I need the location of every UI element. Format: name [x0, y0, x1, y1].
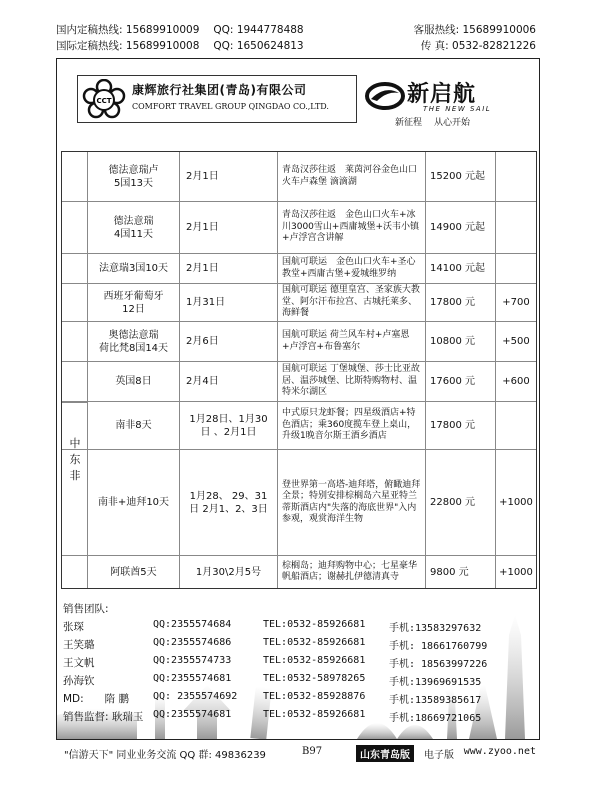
tour-price: 22800 元 — [426, 450, 496, 555]
tour-name: 法意瑞3国10天 — [88, 254, 180, 283]
contact-name: 张琛 — [63, 621, 84, 633]
contact-qq[interactable]: QQ:2355574686 — [153, 637, 232, 648]
tour-name: 奥德法意瑞 荷比梵8国14天 — [88, 322, 180, 361]
tour-date: 1月30\2月5号 — [180, 556, 278, 588]
tour-desc: 国航可联运 金色山口火车+圣心教堂+西庸古堡+爱城维罗纳 — [278, 254, 426, 283]
hotline-bar — [56, 18, 536, 54]
page-number: B97 — [302, 746, 323, 757]
contact-name: 销售监督: 耿瑞玉 — [63, 711, 144, 723]
tour-row[interactable] — [62, 556, 536, 588]
sales-team — [61, 601, 537, 741]
domestic-phone[interactable]: 15689910009 — [125, 24, 200, 36]
tour-desc: 棕榈岛；迪拜购物中心；七星豪华帆船酒店；谢赫扎伊德清真寺 — [278, 556, 426, 588]
company-name-en: COMFORT TRAVEL GROUP QINGDAO CO.,LTD. — [132, 102, 329, 111]
edition-label: 电子版 — [424, 750, 454, 761]
contact-mobile[interactable]: 手机:18669721065 — [389, 713, 482, 724]
edition-brand-badge: 山东青岛版 — [356, 745, 414, 762]
tour-extra: +1000 — [499, 497, 533, 508]
contact-row — [63, 673, 533, 689]
company-name-cn: 康辉旅行社集团(青岛)有限公司 — [132, 83, 307, 97]
tour-date: 1月31日 — [180, 284, 278, 321]
tour-price: 17800 元 — [426, 284, 496, 321]
service-hotline: 客服热线: 15689910006 — [413, 24, 536, 36]
region-col-europe — [62, 152, 88, 402]
tour-extra — [496, 254, 536, 283]
contact-name: 孙海钦 — [63, 675, 95, 687]
contact-qq[interactable]: QQ: 2355574692 — [153, 691, 238, 702]
tour-price: 17800 元 — [426, 402, 496, 449]
tour-row[interactable] — [62, 402, 536, 450]
tour-desc: 国航可联运 丁堡城堡、莎士比亚故居、温莎城堡、比斯特购物村、温特米尔湖区 — [278, 362, 426, 401]
tour-row[interactable] — [62, 284, 536, 322]
contact-row — [63, 619, 533, 635]
contact-mobile[interactable]: 手机:13589385617 — [389, 695, 482, 706]
tour-name: 阿联酋5天 — [88, 556, 180, 588]
intl-phone[interactable]: 15689910008 — [125, 40, 200, 52]
tour-date: 2月6日 — [180, 322, 278, 361]
tour-row[interactable] — [62, 152, 536, 202]
tour-price: 17600 元 — [426, 362, 496, 401]
tour-name: 南非+迪拜10天 — [88, 450, 180, 555]
domestic-hotline: 国内定稿热线: 15689910009 QQ: 1944778488 — [56, 24, 304, 36]
contact-qq[interactable]: QQ:2355574733 — [153, 655, 232, 666]
tour-date: 2月4日 — [180, 362, 278, 401]
tour-date: 1月28、 29、31日 2月1、2、3日 — [180, 450, 278, 555]
tour-name: 德法意瑞 4国11天 — [88, 202, 180, 253]
ad-frame — [56, 58, 540, 740]
contact-row — [63, 691, 533, 707]
new-sail-en: THE NEW SAIL — [423, 105, 492, 113]
tour-name: 西班牙葡萄牙 12日 — [88, 284, 180, 321]
contact-tel[interactable]: TEL:0532-85926681 — [263, 709, 366, 720]
tour-name: 南非8天 — [88, 402, 180, 449]
contact-mobile[interactable]: 手机: 18661760799 — [389, 641, 488, 652]
contact-name: MD: 隋 鹏 — [63, 693, 130, 705]
fax-number: 0532-82821226 — [452, 40, 536, 52]
contact-tel[interactable]: TEL:0532-58978265 — [263, 673, 366, 684]
tour-desc: 国航可联运 荷兰风车村+卢塞恩+卢浮宫+布鲁塞尔 — [278, 322, 426, 361]
tour-name: 英国8日 — [88, 362, 180, 401]
cct-brand-block — [77, 75, 357, 123]
fax-line: 传 真: 0532-82821226 — [420, 40, 536, 52]
service-phone[interactable]: 15689910006 — [462, 24, 536, 36]
tour-price: 14100 元起 — [426, 254, 496, 283]
tour-price: 14900 元起 — [426, 202, 496, 253]
domestic-qq[interactable]: 1944778488 — [236, 24, 304, 36]
hotline-row-1 — [56, 22, 536, 38]
tour-table — [61, 151, 537, 589]
page-footer — [56, 746, 536, 762]
tour-desc: 青岛汉莎往返 金色山口火车+冰川3000雪山+西庸城堡+沃韦小镇 +卢浮宫含讲解 — [278, 202, 426, 253]
tour-date: 2月1日 — [180, 152, 278, 201]
contact-tel[interactable]: TEL:0532-85926681 — [263, 655, 366, 666]
sales-title: 销售团队: — [63, 603, 109, 615]
tour-desc: 中式原只龙虾餐；四星级酒店+特色酒店；乘360度揽车登上桌山，升级1晚音尔斯王酒乡酒店 — [278, 402, 426, 449]
tour-extra: +600 — [502, 376, 530, 387]
tour-name: 德法意瑞卢 5国13天 — [88, 152, 180, 201]
contact-name: 王文帆 — [63, 657, 95, 669]
tour-date: 2月1日 — [180, 202, 278, 253]
new-sail-swirl-icon — [365, 79, 405, 113]
intl-hotline: 国际定稿热线: 15689910008 QQ: 1650624813 — [56, 40, 304, 52]
tour-row[interactable] — [62, 362, 536, 402]
tour-desc: 登世界第一高塔-迪拜塔，俯瞰迪拜全景；特别安排棕榈岛六星亚特兰蒂斯酒店内"失落的海底世界"入内参观，观赏海洋生物 — [278, 450, 426, 555]
tour-extra: +500 — [502, 336, 530, 347]
contact-mobile[interactable]: 手机:13583297632 — [389, 623, 482, 634]
tour-row[interactable] — [62, 254, 536, 284]
tour-extra — [496, 152, 536, 201]
website-link[interactable]: www.zyoo.net — [463, 746, 536, 757]
contact-qq[interactable]: QQ:2355574684 — [153, 619, 232, 630]
new-sail-cn: 新启航 — [407, 82, 477, 107]
tour-desc: 青岛汉莎往返 莱茵河谷金色山口火车卢森堡 滴滴湖 — [278, 152, 426, 201]
contact-row — [63, 655, 533, 671]
contact-tel[interactable]: TEL:0532-85926681 — [263, 637, 366, 648]
intl-qq[interactable]: 1650624813 — [236, 40, 304, 52]
contact-mobile[interactable]: 手机: 18563997226 — [389, 659, 488, 670]
tour-price: 9800 元 — [426, 556, 496, 588]
tour-price: 10800 元 — [426, 322, 496, 361]
region-label-mideast: 中东非 — [69, 437, 81, 482]
tour-row[interactable] — [62, 322, 536, 362]
footer-qq-group: "信游天下" 同业业务交流 QQ 群: 49836239 — [64, 750, 266, 761]
contact-name: 王笑璐 — [63, 639, 95, 651]
tour-extra — [496, 402, 536, 449]
contact-row — [63, 637, 533, 653]
contact-tel[interactable]: TEL:0532-85928876 — [263, 691, 366, 702]
cct-flower-logo-icon — [82, 79, 126, 119]
tour-extra: +1000 — [499, 566, 533, 578]
contact-row — [63, 709, 533, 725]
tour-row[interactable] — [62, 202, 536, 254]
tour-date: 2月1日 — [180, 254, 278, 283]
contact-mobile[interactable]: 手机:13969691535 — [389, 677, 482, 688]
hotline-row-2 — [56, 38, 536, 54]
tour-desc: 国航可联运 德里皇宫、圣家族大教堂、阿尔汗布拉宫、古城托莱多、海鲜餐 — [278, 284, 426, 321]
tour-date: 1月28日、1月30日 、2月1日 — [180, 402, 278, 449]
tour-extra: +700 — [502, 297, 530, 308]
contact-qq[interactable]: QQ:2355574681 — [153, 673, 232, 684]
slogan: 新征程 从心开始 — [395, 118, 471, 128]
contact-qq[interactable]: QQ:2355574681 — [153, 709, 232, 720]
tour-extra — [496, 202, 536, 253]
tour-row[interactable] — [62, 450, 536, 556]
cct-logo-text: CCT — [96, 97, 112, 105]
contact-tel[interactable]: TEL:0532-85926681 — [263, 619, 366, 630]
tour-price: 15200 元起 — [426, 152, 496, 201]
